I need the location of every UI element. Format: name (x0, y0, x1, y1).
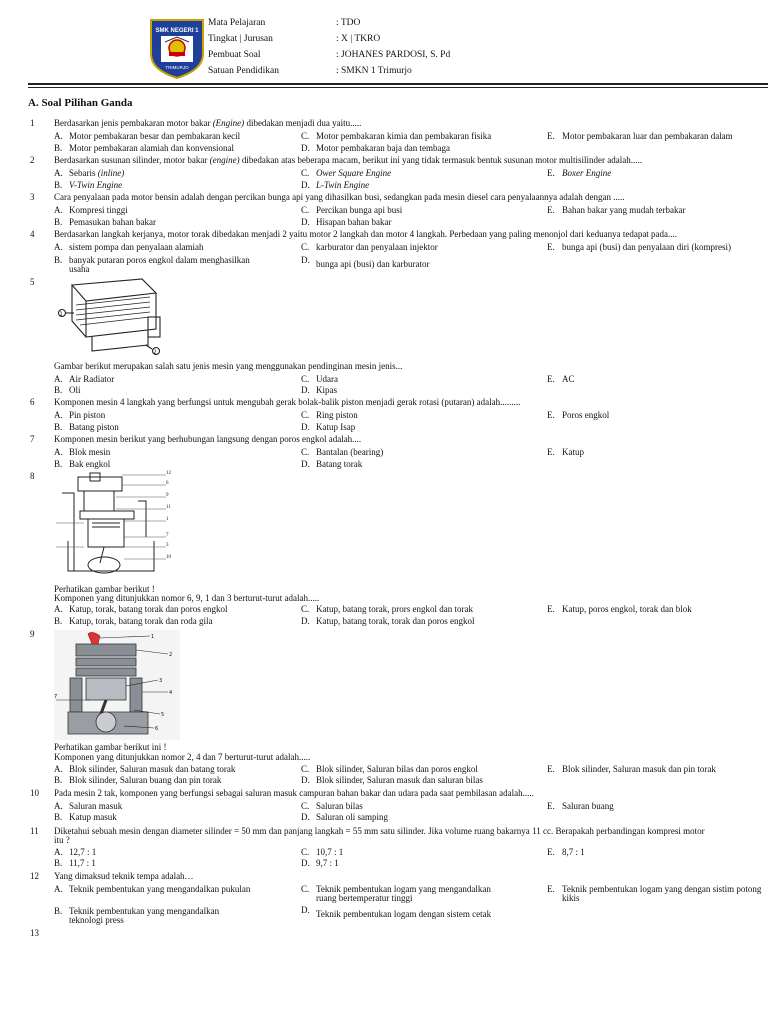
option-d[interactable]: D. Motor pembakaran baja dan tembaga (301, 143, 450, 153)
option-b[interactable]: B. Blok silinder, Saluran buang dan pin torak (54, 775, 222, 785)
option-d-letter[interactable]: D. (301, 255, 310, 265)
fig8-label: 6 (166, 481, 169, 486)
fig9-label: 7 (54, 694, 58, 700)
fig8-label: 12 (166, 471, 171, 476)
header-label-school: Satuan Pendidikan (208, 66, 279, 76)
fig9-label: 1 (151, 634, 155, 640)
fig9-label: 5 (161, 712, 165, 718)
air-cooled-engine-image (52, 277, 164, 359)
fig9-label: 6 (155, 726, 159, 732)
option-d[interactable]: D. Blok silinder, Saluran masuk dan saluran bilas (301, 775, 483, 785)
fig8-label: 3 (166, 543, 169, 548)
question-number: 11 (30, 826, 39, 836)
option-d-letter[interactable]: D. (301, 905, 310, 915)
option-c[interactable]: C. Motor pembakaran kimia dan pembakaran fisika (301, 131, 492, 141)
question-number: 12 (30, 871, 39, 881)
option-c[interactable]: C. Ower Square Engine (301, 168, 392, 178)
engine-section-diagram (54, 471, 180, 583)
option-c[interactable]: C. Katup, batang torak, prors engkol dan torak (301, 604, 473, 614)
question-text-1: Perhatikan gambar berikut ini ! (54, 742, 167, 752)
question-text: Berdasarkan langkah kerjanya, motor torak dibedakan menjadi 2 yaitu motor 2 langkah dan motor 4 langkah. Perbedaan yang paling menonjol dari keduanya tedapat pada.... (54, 229, 678, 239)
header-value-level: : X | TKRO (336, 34, 381, 44)
school-logo (149, 18, 205, 80)
question-number: 5 (30, 277, 35, 287)
option-d[interactable]: D. 9,7 : 1 (301, 858, 339, 868)
fig9-label: 4 (169, 690, 173, 696)
option-d[interactable]: Teknik pembentukan logam dengan sistem cetak (316, 909, 492, 919)
option-a[interactable]: A. 12,7 : 1 (54, 847, 97, 857)
header-label-subject: Mata Pelajaran (208, 18, 266, 28)
svg-text:2: 2 (153, 349, 157, 356)
fig8-label: 1 (166, 517, 169, 522)
option-e[interactable]: E. AC (547, 374, 575, 384)
question-text: Yang dimaksud teknik tempa adalah… (54, 871, 194, 881)
option-b[interactable]: B. Bak engkol (54, 459, 111, 469)
question-text: Komponen mesin 4 langkah yang berfungsi untuk mengubah gerak bolak-balik piston menjadi gerak rotasi (putaran) adalah......... (54, 397, 521, 407)
logo-sub: TRIMURJO (165, 65, 189, 70)
option-b[interactable]: B. 11,7 : 1 (54, 858, 96, 868)
option-c[interactable]: C. karburator dan penyalaan injektor (301, 242, 438, 252)
option-c-line2: ruang bertemperatur tinggi (316, 893, 413, 903)
option-e[interactable]: E. Katup (547, 447, 584, 457)
option-c[interactable]: C. Teknik pembentukan logam yang mengandalkan (301, 884, 491, 894)
option-a[interactable]: A. Katup, torak, batang torak dan poros engkol (54, 604, 228, 614)
question-number: 10 (30, 788, 39, 798)
option-b-line2: usaha (69, 264, 90, 274)
question-number: 4 (30, 229, 35, 239)
option-b[interactable]: B. Katup masuk (54, 812, 117, 822)
option-d[interactable]: D. L-Twin Engine (301, 180, 370, 190)
question-text-2: Komponen yang ditunjukkan nomor 6, 9, 1 dan 3 berturut-turut adalah..... (54, 593, 320, 603)
fig8-label: 11 (166, 505, 171, 510)
option-c[interactable]: C. Bantalan (bearing) (301, 447, 384, 457)
option-e[interactable]: E. Teknik pembentukan logam yang dengan sistim potong (547, 884, 762, 894)
question-number: 8 (30, 471, 35, 481)
option-c[interactable]: C. Udara (301, 374, 338, 384)
question-text: Cara penyalaan pada motor bensin adalah dengan percikan bunga api yang dihasilkan busi, sedangkan pada mesin diesel cara penyalaannya adalah dengan ..... (54, 192, 625, 202)
question-text: Komponen mesin berikut yang berhubungan langsung dengan poros engkol adalah.... (54, 434, 362, 444)
option-c[interactable]: C. 10,7 : 1 (301, 847, 344, 857)
fig8-label: 10 (166, 555, 171, 560)
option-e[interactable]: E. Boxer Engine (547, 168, 612, 178)
option-b[interactable]: B. Teknik pembentukan yang mengandalkan (54, 906, 220, 916)
option-e[interactable]: E. Saluran buang (547, 801, 614, 811)
option-d[interactable]: D. Katup, batang torak, torak dan poros engkol (301, 616, 475, 626)
option-b[interactable]: B. Katup, torak, batang torak dan roda gila (54, 616, 213, 626)
option-d[interactable]: D. Batang torak (301, 459, 363, 469)
option-b-line2: teknologi press (69, 915, 124, 925)
header-divider-thick (28, 83, 768, 85)
option-a[interactable]: A. Air Radiator (54, 374, 115, 384)
option-b[interactable]: B. Oli (54, 385, 81, 395)
option-e[interactable]: E. 8,7 : 1 (547, 847, 585, 857)
option-a[interactable]: A. Sebaris (inline) (54, 168, 125, 178)
option-e-line2: kikis (562, 893, 580, 903)
option-e[interactable]: E. Poros engkol (547, 410, 610, 420)
question-number: 6 (30, 397, 35, 407)
question-number: 13 (30, 928, 39, 938)
option-b[interactable]: B. banyak putaran poros engkol dalam menghasilkan (54, 255, 250, 265)
option-a[interactable]: A. Motor pembakaran besar dan pembakaran kecil (54, 131, 241, 141)
option-e[interactable]: E. bunga api (busi) dan penyalaan diri (kompresi) (547, 242, 731, 252)
option-d[interactable]: D. Katup Isap (301, 422, 356, 432)
question-text-2: Komponen yang ditunjukkan nomor 2, 4 dan 7 berturut-turut adalah..... (54, 752, 311, 762)
option-b[interactable]: B. Pemasukan bahan bakar (54, 217, 156, 227)
option-a[interactable]: A. Kompresi tinggi (54, 205, 128, 215)
option-e[interactable]: E. Bahan bakar yang mudah terbakar (547, 205, 686, 215)
question-text-1: Diketahui sebuah mesin dengan diameter silinder = 50 mm dan panjang langkah = 55 mm satu silinder. Jika volume ruang bakarnya 11 cc. Berapakah perbandingan kompresi motor (54, 826, 705, 836)
option-a[interactable]: A. Saluran masuk (54, 801, 123, 811)
option-e[interactable]: E. Motor pembakaran luar dan pembakaran dalam (547, 131, 733, 141)
option-c[interactable]: C. Percikan bunga api busi (301, 205, 403, 215)
question-number: 2 (30, 155, 35, 165)
header-label-level: Tingkat | Jurusan (208, 34, 273, 44)
header-divider-thin (28, 87, 768, 88)
question-text-1: Perhatikan gambar berikut ! (54, 584, 155, 594)
logo-text: SMK NEGERI 1 (155, 28, 199, 34)
option-b[interactable]: B. V-Twin Engine (54, 180, 123, 190)
option-d[interactable]: D. Kipas (301, 385, 337, 395)
section-title: A. Soal Pilihan Ganda (28, 97, 133, 109)
option-c[interactable]: C. Ring piston (301, 410, 358, 420)
fig8-label: 7 (166, 533, 169, 538)
question-text-2: itu ? (54, 835, 70, 845)
option-b[interactable]: B. Motor pembakaran alamiah dan konvensional (54, 143, 234, 153)
option-e[interactable]: E. Blok silinder, Saluran masuk dan pin torak (547, 764, 716, 774)
question-text: Berdasarkan susunan silinder, motor bakar (engine) dibedakan atas beberapa macam, berikut ini yang tidak termasuk bentuk susunan motor multisilinder adalah..... (54, 155, 642, 165)
option-a[interactable]: A. Blok silinder, Saluran masuk dan batang torak (54, 764, 236, 774)
header-label-author: Pembuat Soal (208, 50, 261, 60)
question-text: Berdasarkan jenis pembakaran motor bakar (Engine) dibedakan menjadi dua yaitu..... (54, 118, 362, 128)
fig9-label: 3 (159, 678, 163, 684)
header-value-school: : SMKN 1 Trimurjo (336, 66, 412, 76)
question-number: 1 (30, 118, 35, 128)
question-number: 3 (30, 192, 35, 202)
two-stroke-engine-diagram (54, 630, 180, 740)
question-text: Gambar berikut merupakan salah satu jenis mesin yang menggunakan pendinginan mesin jenis... (54, 361, 403, 371)
option-a[interactable]: A. sistem pompa dan penyalaan alamiah (54, 242, 204, 252)
question-text: Pada mesin 2 tak, komponen yang berfungsi sebagai saluran masuk campuran bahan bakar dan udara pada saat pembilasan adalah..... (54, 788, 534, 798)
fig9-label: 2 (169, 652, 173, 658)
option-d[interactable]: bunga api (busi) dan karburator (316, 259, 430, 269)
fig8-label: 9 (166, 493, 169, 498)
option-c[interactable]: C. Saluran bilas (301, 801, 363, 811)
option-d[interactable]: D. Hisapan bahan bakar (301, 217, 392, 227)
question-number: 7 (30, 434, 35, 444)
option-c[interactable]: C. Blok silinder, Saluran bilas dan poros engkol (301, 764, 478, 774)
header-value-author: : JOHANES PARDOSI, S. Pd (336, 50, 451, 60)
option-e[interactable]: E. Katup, poros engkol, torak dan blok (547, 604, 692, 614)
svg-text:1: 1 (59, 311, 63, 318)
question-number: 9 (30, 629, 35, 639)
option-a[interactable]: A. Blok mesin (54, 447, 111, 457)
option-b[interactable]: B. Batang piston (54, 422, 119, 432)
option-d[interactable]: D. Saluran oli samping (301, 812, 388, 822)
option-a[interactable]: A. Teknik pembentukan yang mengandalkan pukulan (54, 884, 251, 894)
option-a[interactable]: A. Pin piston (54, 410, 106, 420)
header-value-subject: : TDO (336, 18, 361, 28)
